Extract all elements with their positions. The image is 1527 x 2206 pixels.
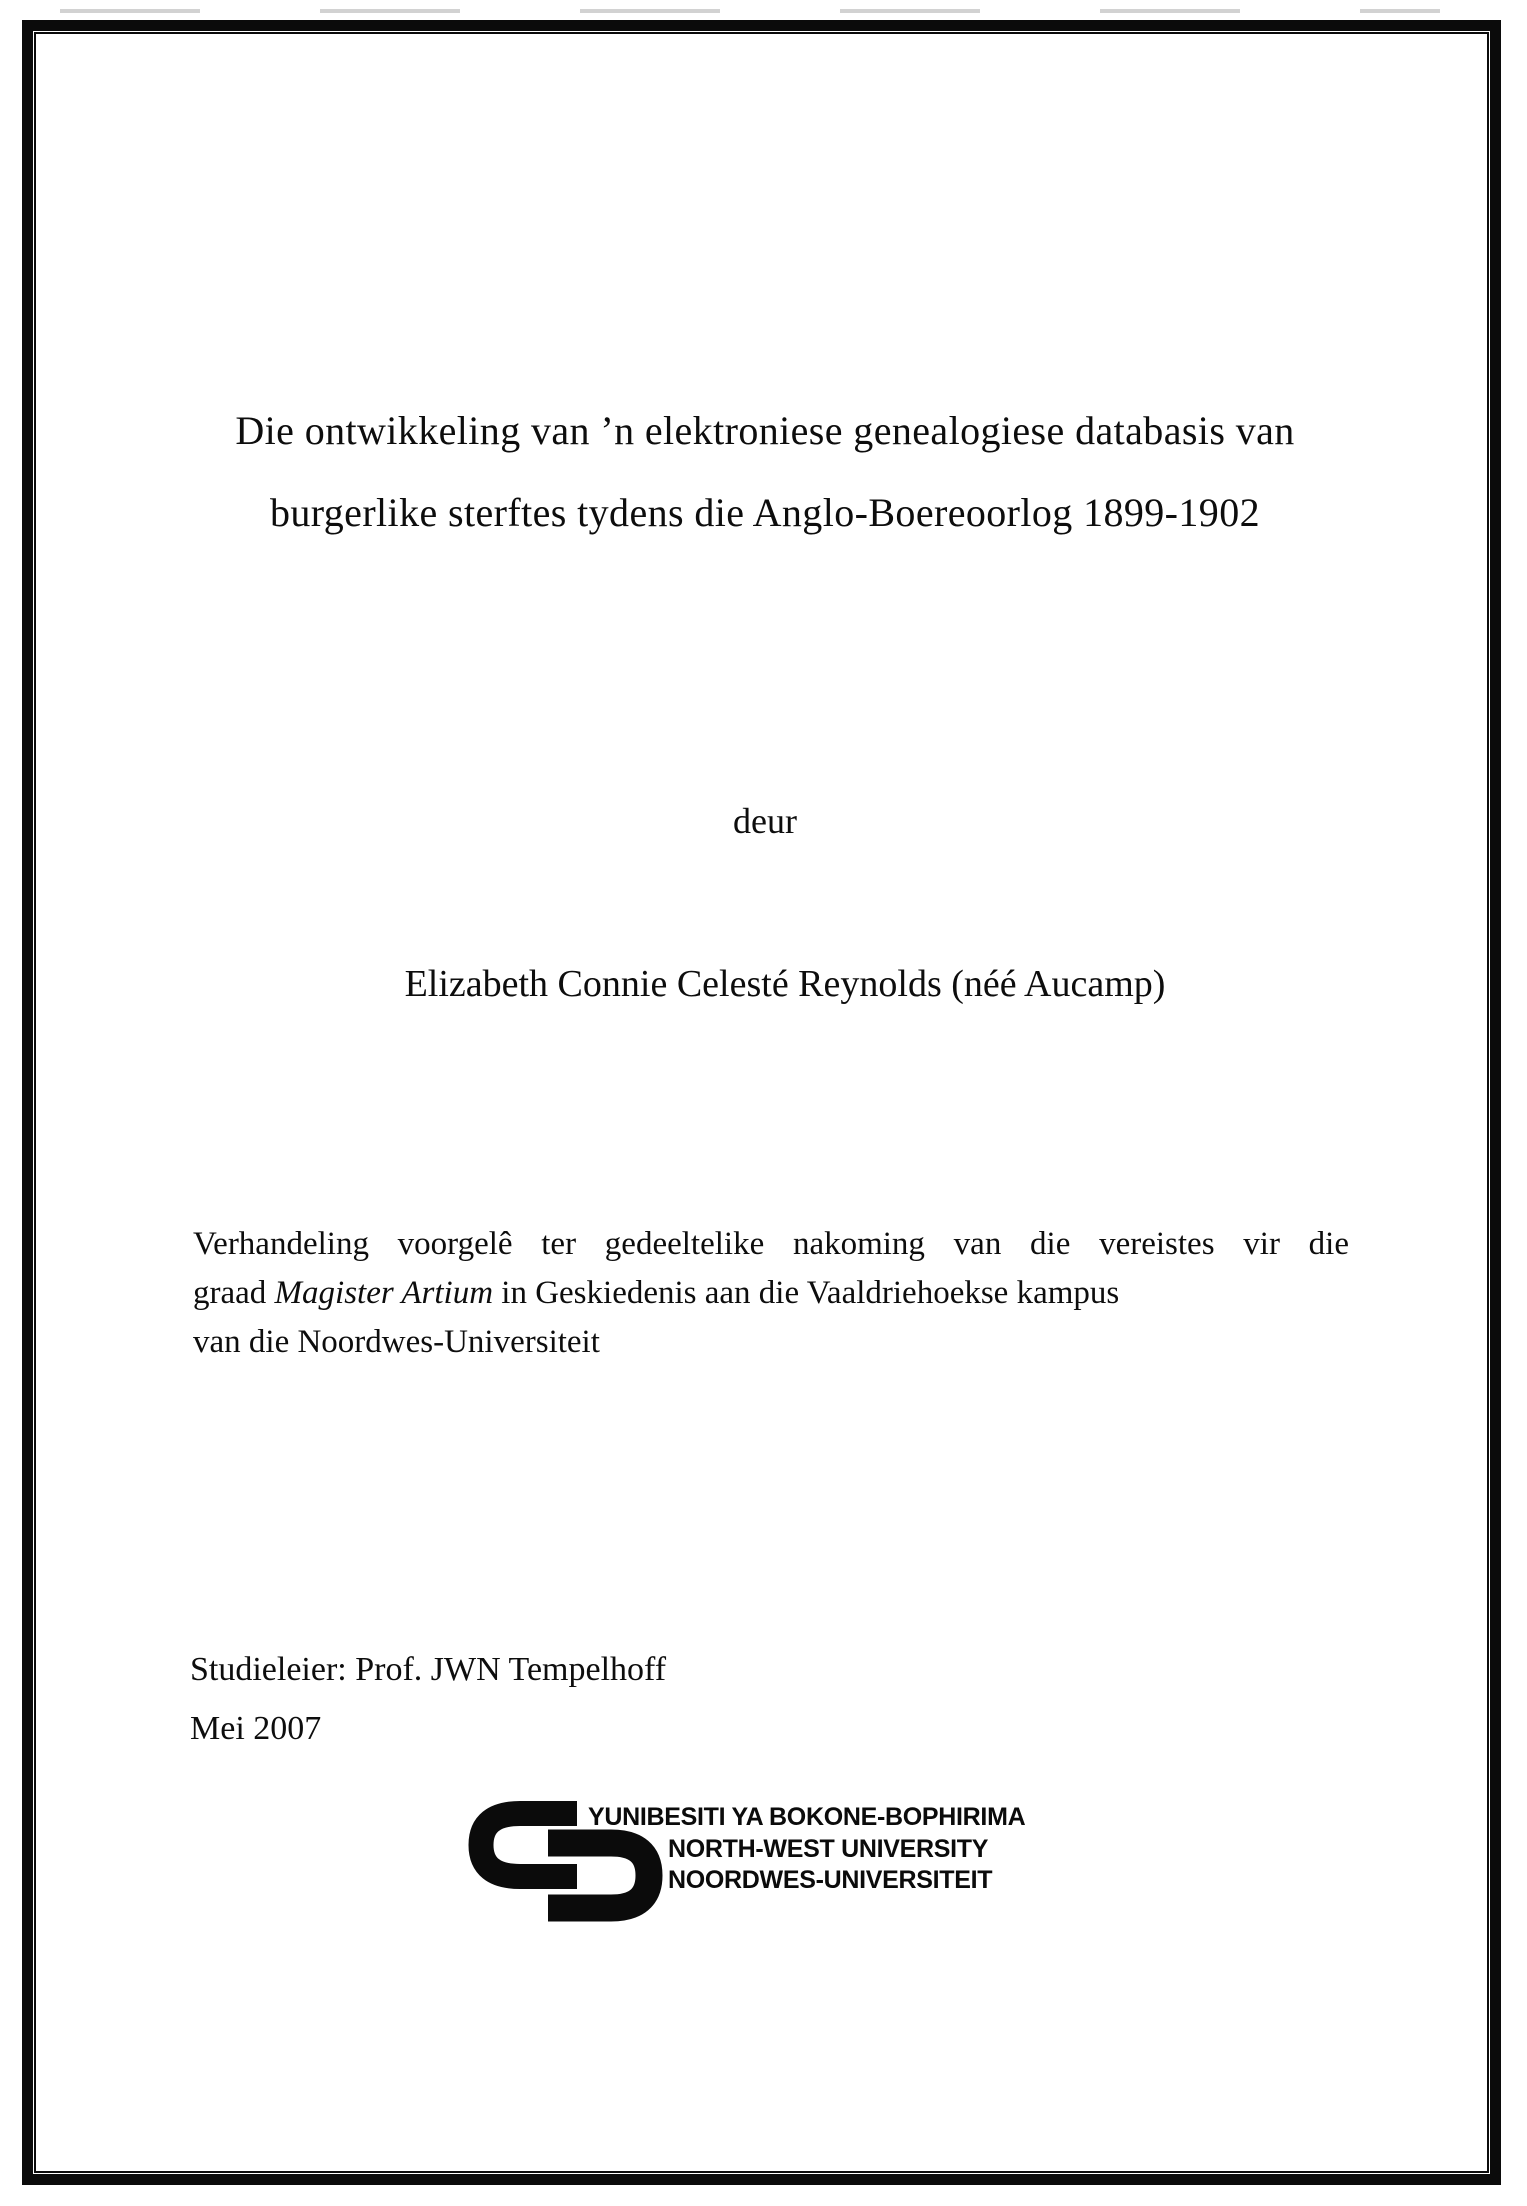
thesis-title-line-1: Die ontwikkeling van ’n elektroniese genealogiese databasis van	[235, 408, 1295, 453]
author-name: Elizabeth Connie Celesté Reynolds (néé Aucamp)	[404, 963, 1166, 1005]
logo-text-line-2: NORTH-WEST UNIVERSITY	[668, 1835, 989, 1863]
statement-line-3: van die Noordwes-Universiteit	[193, 1324, 600, 1360]
statement-line-2-post: in Geskiedenis aan die Vaaldriehoekse kampus	[493, 1275, 1120, 1311]
thesis-title-line-2: burgerlike sterftes tydens die Anglo-Boereoorlog 1899-1902	[269, 490, 1261, 535]
byline-deur: deur	[733, 801, 797, 841]
statement-line-1: Verhandeling voorgelê ter gedeeltelike nakoming van die vereistes vir die	[193, 1226, 1349, 1262]
date-line: Mei 2007	[190, 1710, 322, 1747]
logo-text-line-1: YUNIBESITI YA BOKONE-BOPHIRIMA	[588, 1803, 1026, 1831]
logo-text-line-3: NOORDWES-UNIVERSITEIT	[668, 1866, 993, 1894]
thesis-statement	[193, 1220, 1349, 1367]
supervisor-line: Studieleier: Prof. JWN Tempelhoff	[190, 1651, 667, 1688]
statement-line-2-pre: graad	[193, 1275, 275, 1311]
degree-name-italic: Magister Artium	[274, 1275, 494, 1311]
scan-edge-artifact	[60, 9, 1440, 13]
thesis-title	[185, 390, 1345, 554]
statement-line-2	[193, 1269, 1349, 1318]
supervisor-block	[190, 1640, 666, 1758]
